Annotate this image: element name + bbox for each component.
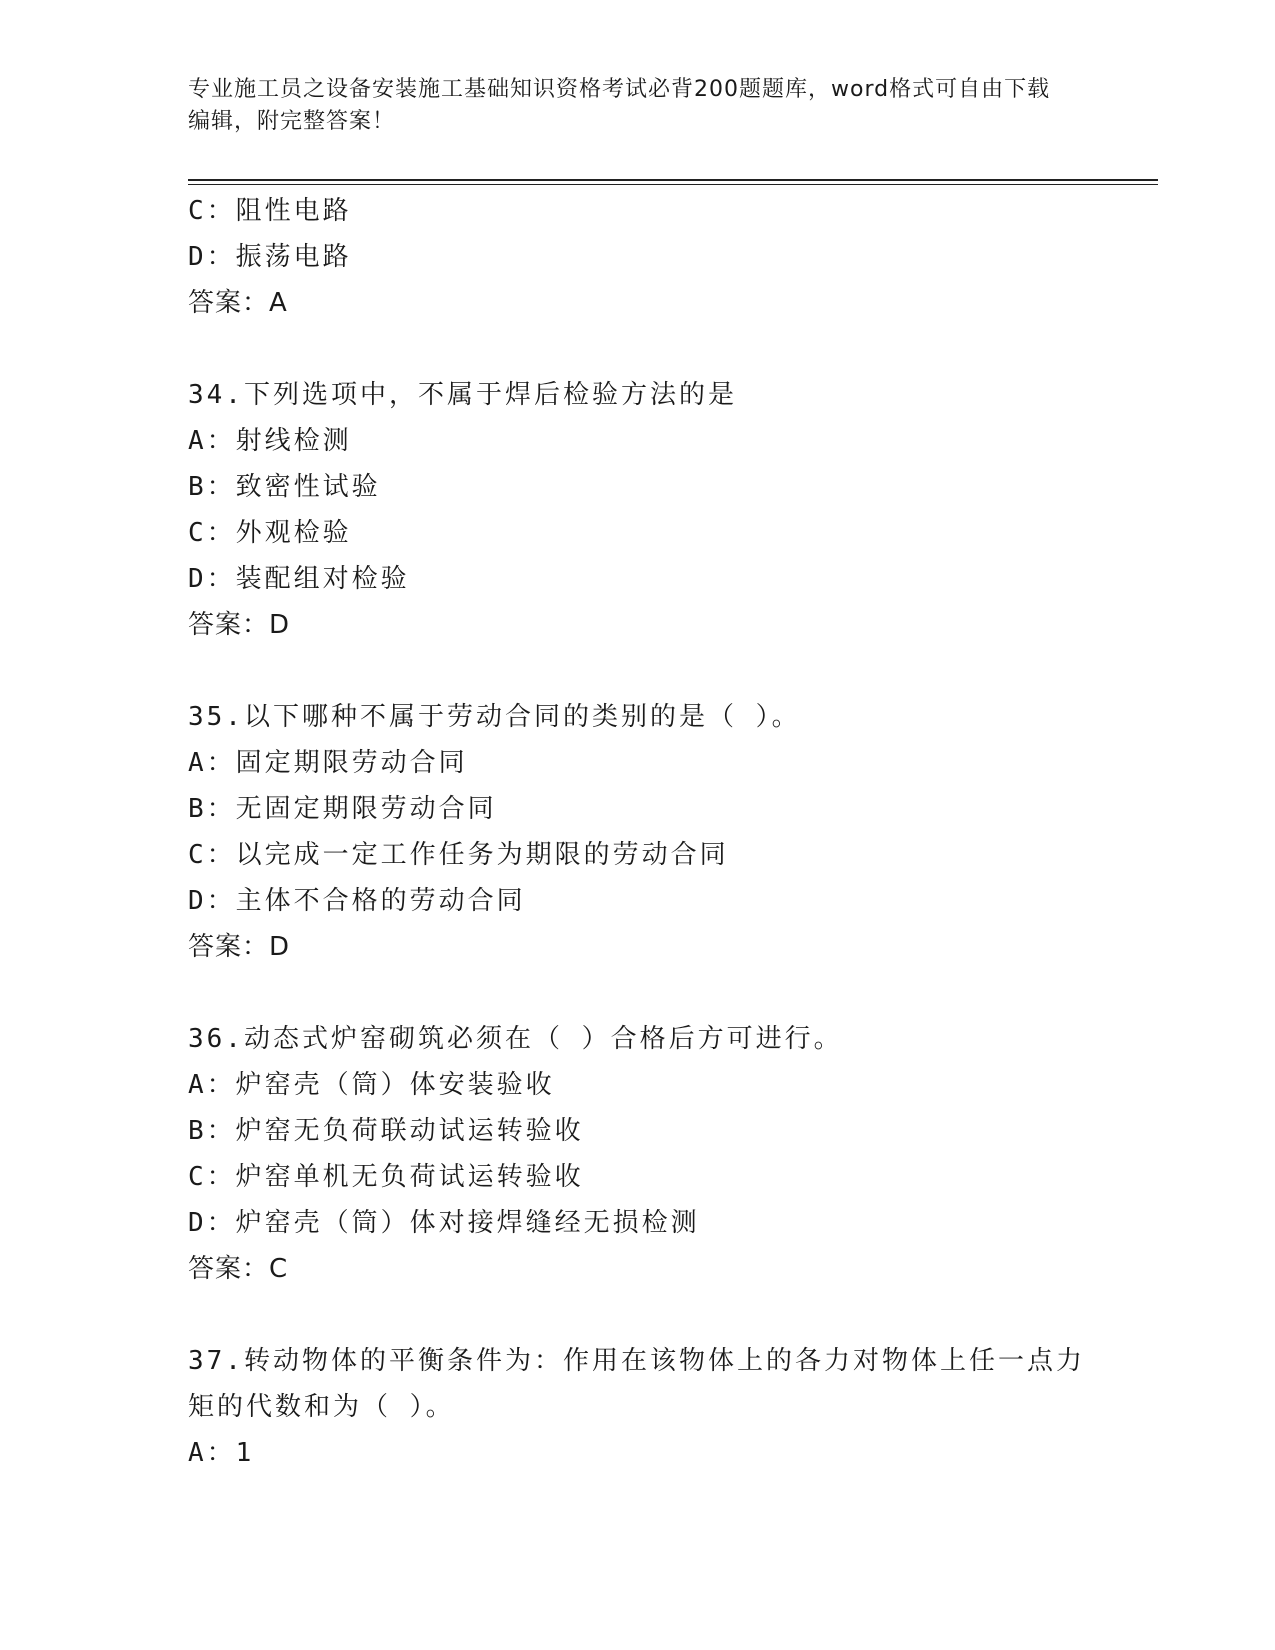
answer-line: 答案：D (188, 610, 291, 640)
option-a: A：射线检测 (188, 426, 352, 456)
question-spacer (188, 648, 1088, 694)
option-c: C：阻性电路 (188, 196, 352, 226)
option-b: B：无固定期限劳动合同 (188, 794, 497, 824)
question-spacer (188, 326, 1088, 372)
question-stem-line-1: 37.转动物体的平衡条件为：作用在该物体上的各力对物体上任一点力 (188, 1346, 1085, 1376)
option-d: D：炉窑壳（筒）体对接焊缝经无损检测 (188, 1208, 700, 1238)
header-divider-thin (188, 184, 1158, 185)
option-a: A：1 (188, 1438, 255, 1468)
option-c: C：以完成一定工作任务为期限的劳动合同 (188, 840, 729, 870)
option-d: D：主体不合格的劳动合同 (188, 886, 526, 916)
question-spacer (188, 1292, 1088, 1338)
question-stem-line-2: 矩的代数和为（ ）。 (188, 1392, 455, 1422)
question-list (188, 188, 1088, 1476)
option-b: B：致密性试验 (188, 472, 381, 502)
option-a: A：炉窑壳（筒）体安装验收 (188, 1070, 555, 1100)
option-b: B：炉窑无负荷联动试运转验收 (188, 1116, 584, 1146)
option-d: D：振荡电路 (188, 242, 352, 272)
question-spacer (188, 970, 1088, 1016)
option-c: C：炉窑单机无负荷试运转验收 (188, 1162, 584, 1192)
document-title: 专业施工员之设备安装施工基础知识资格考试必背200题题库，word格式可自由下载编辑，附完整答案！ (188, 77, 1051, 134)
question-stem: 34.下列选项中，不属于焊后检验方法的是 (188, 380, 737, 410)
option-c: C：外观检验 (188, 518, 352, 548)
answer-line: 答案：C (188, 1254, 289, 1284)
answer-line: 答案：D (188, 932, 291, 962)
question-stem: 36.动态式炉窑砌筑必须在（ ）合格后方可进行。 (188, 1024, 843, 1054)
option-a: A：固定期限劳动合同 (188, 748, 468, 778)
answer-line: 答案：A (188, 288, 288, 318)
document-header (188, 74, 1068, 138)
option-d: D：装配组对检验 (188, 564, 410, 594)
header-divider-thick (188, 179, 1158, 181)
question-stem: 35.以下哪种不属于劳动合同的类别的是（ ）。 (188, 702, 801, 732)
